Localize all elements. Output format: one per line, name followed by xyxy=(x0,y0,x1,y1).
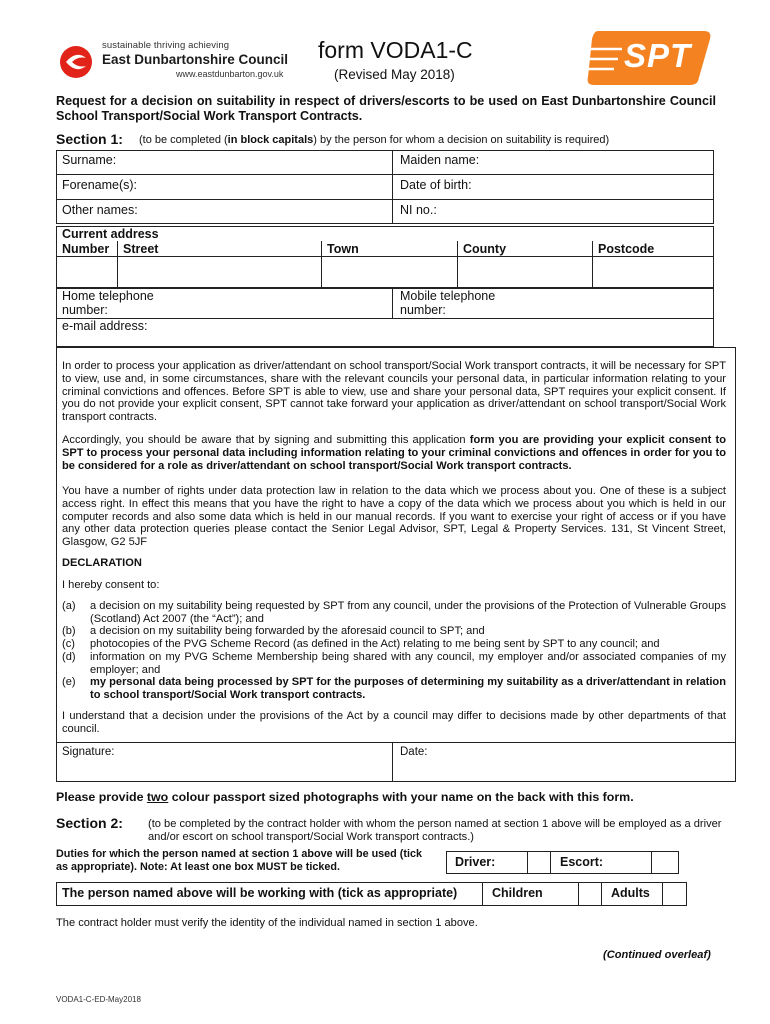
surname-field[interactable]: Surname: xyxy=(62,153,117,167)
address-town-input[interactable] xyxy=(322,257,457,287)
address-heading: Current address xyxy=(62,227,159,241)
verify-statement: The contract holder must verify the identity of the individual named in section 1 above. xyxy=(56,917,478,929)
children-label: Children xyxy=(492,886,543,900)
address-county-input[interactable] xyxy=(458,257,592,287)
driver-label: Driver: xyxy=(455,855,496,869)
duties-text: Duties for which the person named at section 1 above will be used (tick as appropriate). Note: At least one box MUST be ticked. xyxy=(56,848,422,873)
address-number-input[interactable] xyxy=(57,257,117,287)
form-revision: (Revised May 2018) xyxy=(334,67,455,82)
council-logo xyxy=(58,40,298,84)
children-checkbox[interactable] xyxy=(579,883,601,905)
consent-paragraph-3: You have a number of rights under data protection law in relation to the data which we process about you. One of these is a subject access right. In effect this means that you have the right to have a copy of the data which we process about you which is held in our computer records and also some data which is held in our manual records. If you want to exercise your right of access or if you have any other data protection queries please contact the Senior Legal Advisor, SPT, Legal & Property Services. 131, St Vincent Street, Glasgow, G2 5JF xyxy=(62,485,726,549)
council-name: East Dunbartonshire Council xyxy=(102,52,289,67)
other-names-field[interactable]: Other names: xyxy=(62,203,138,217)
section2-instruction: (to be completed by the contract holder with whom the person named at section 1 above will be employed as a driver and/or escort on school transport/Social Work transport contracts.) xyxy=(148,818,722,843)
maiden-name-field[interactable]: Maiden name: xyxy=(400,153,480,167)
form-title: form VODA1-C xyxy=(318,37,473,63)
understand-statement: I understand that a decision under the provisions of the Act by a council may differ to decisions made by other departments of that council. xyxy=(62,710,726,735)
consent-item-letter-a: (a) xyxy=(62,600,76,612)
address-col-street: Street xyxy=(123,242,159,256)
consent-item-text-e: my personal data being processed by SPT for the purposes of determining my suitability as a driver/attendant in relation to school transport/Social Work transport contracts. xyxy=(90,676,726,701)
consent-intro: I hereby consent to: xyxy=(62,579,160,591)
escort-label: Escort: xyxy=(560,855,604,869)
forenames-field[interactable]: Forename(s): xyxy=(62,178,138,192)
adults-checkbox[interactable] xyxy=(663,883,686,905)
section1-heading: Section 1: xyxy=(56,131,123,147)
spt-logo-text: SPT xyxy=(624,37,692,74)
address-col-county: County xyxy=(463,242,507,256)
section1-instruction: (to be completed (in block capitals) by the person for whom a decision on suitability is required) xyxy=(139,134,610,146)
consent-paragraph-1: In order to process your application as driver/attendant on school transport/Social Work transport contracts, it will be necessary for SPT to view, use and, in some circumstances, share with the relevant councils your personal data, in particular information relating to your criminal convictions and offences. Before SPT is able to view, use and share your personal data, SPT requires your explicit consent. If you do not provide your explicit consent, SPT cannot take forward your application as driver/attendant on school transport/Social Work transport contracts. xyxy=(62,360,726,424)
consent-item-letter-e: (e) xyxy=(62,676,76,688)
personal-details-box xyxy=(56,150,714,224)
home-phone-field[interactable]: Home telephone number: xyxy=(62,289,154,317)
driver-checkbox[interactable] xyxy=(528,852,550,873)
ni-number-field[interactable]: NI no.: xyxy=(400,203,437,217)
adults-label: Adults xyxy=(611,886,650,900)
declaration-heading: DECLARATION xyxy=(62,557,142,569)
date-of-birth-field[interactable]: Date of birth: xyxy=(400,178,472,192)
spt-logo xyxy=(584,27,714,89)
date-field[interactable]: Date: xyxy=(400,746,428,758)
consent-item-letter-b: (b) xyxy=(62,625,76,637)
consent-paragraph-2: Accordingly, you should be aware that by signing and submitting this application form you are providing your explicit consent to SPT to process your personal data including information relating to your criminal convictions and offences in order for you to be considered for a role as driver/attendant on school transport/Social Work transport contracts. xyxy=(62,434,726,472)
address-col-number: Number xyxy=(62,242,110,256)
address-col-postcode: Postcode xyxy=(598,242,655,256)
address-street-input[interactable] xyxy=(118,257,321,287)
consent-item-letter-c: (c) xyxy=(62,638,75,650)
section2-heading: Section 2: xyxy=(56,815,123,831)
consent-item-text-b: a decision on my suitability being forwarded by the aforesaid council to SPT; and xyxy=(90,625,485,637)
consent-item-text-d: information on my PVG Scheme Membership being shared with any council, my employer and/or associated companies of my employer; and xyxy=(90,651,726,676)
continued-overleaf: (Continued overleaf) xyxy=(603,949,711,961)
council-emblem-icon xyxy=(58,44,94,80)
address-col-town: Town xyxy=(327,242,359,256)
council-url: www.eastdunbarton.gov.uk xyxy=(176,69,284,79)
photos-instruction: Please provide two colour passport sized photographs with your name on the back with this form. xyxy=(56,790,634,804)
footer-code: VODA1-C-ED-May2018 xyxy=(56,995,141,1004)
signature-field[interactable]: Signature: xyxy=(62,746,115,758)
email-field[interactable]: e-mail address: xyxy=(62,319,148,333)
address-postcode-input[interactable] xyxy=(593,257,713,287)
council-tagline: sustainable thriving achieving xyxy=(102,40,230,51)
working-with-label: The person named above will be working with (tick as appropriate) xyxy=(62,886,458,900)
consent-item-letter-d: (d) xyxy=(62,651,76,663)
mobile-phone-field[interactable]: Mobile telephone number: xyxy=(400,289,496,317)
consent-item-text-c: photocopies of the PVG Scheme Record (as defined in the Act) relating to me being sent by SPT to any council; and xyxy=(90,638,660,650)
escort-checkbox[interactable] xyxy=(652,852,679,873)
request-title: Request for a decision on suitability in respect of drivers/escorts to be used on East Dunbartonshire Council School Transport/Social Work Transport Contracts. xyxy=(56,94,716,123)
consent-item-text-a: a decision on my suitability being requested by SPT from any council, under the provisions of the Protection of Vulnerable Groups (Scotland) Act 2007 (the “Act”); and xyxy=(90,600,726,625)
